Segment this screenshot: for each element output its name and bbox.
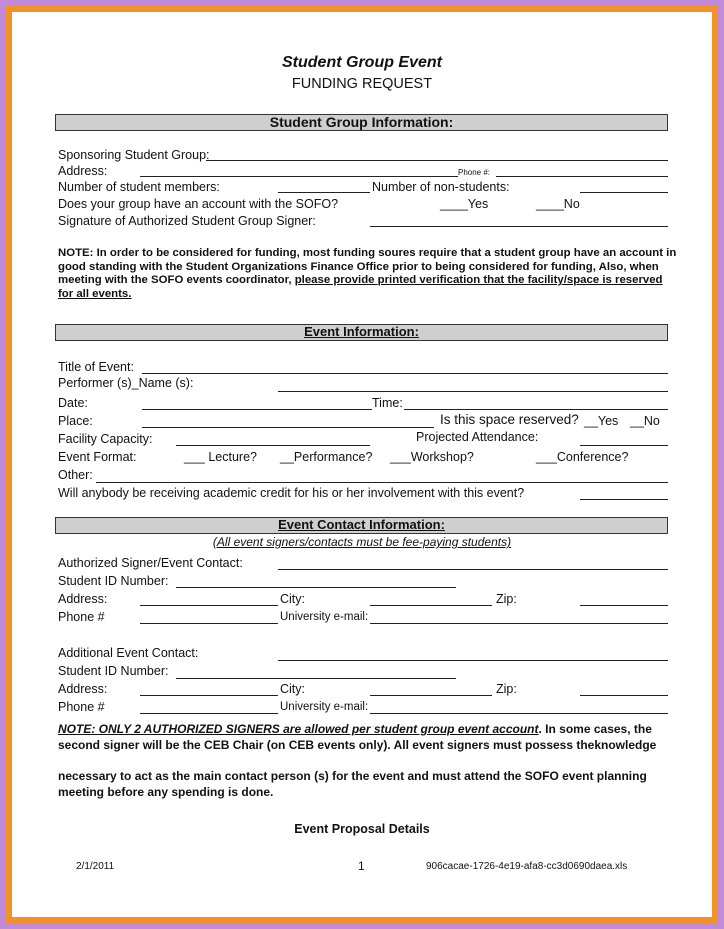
signers-note-rest: . In some cases, the second signer will be the CEB Chair (on CEB events only). All event signers must possess theknowledge [58,722,657,752]
phone2-label: Phone # [58,700,105,714]
time-label: Time: [372,396,403,410]
lecture-option[interactable]: ___ Lecture? [184,450,257,464]
time-field[interactable] [404,409,668,410]
contact-section-heading [55,517,668,534]
members-label: Number of student members: [58,180,220,194]
additional-contact-field[interactable] [278,660,668,661]
date-label: Date: [58,396,88,410]
workshop-option[interactable]: ___Workshop? [390,450,474,464]
contact-section-heading-text: Event Contact Information: [278,517,445,532]
event-title-label: Title of Event: [58,360,134,374]
capacity-field[interactable] [176,445,370,446]
email2-label: University e-mail: [280,701,369,713]
performer-label: Performer (s)_Name (s): [58,376,194,390]
sponsoring-field[interactable] [206,160,668,161]
sofo-no-option[interactable]: ____No [536,197,580,211]
date-field[interactable] [142,409,372,410]
capacity-label: Facility Capacity: [58,432,153,446]
authorized-label: Authorized Signer/Event Contact: [58,556,243,570]
proposal-heading: Event Proposal Details [294,822,430,836]
signers-note-line2: necessary to act as the main contact person (s) for the event and must attend the SOFO event planning meeting before any spending is done. [58,769,647,799]
non-students-label: Number of non-students: [372,180,510,194]
page-subtitle: FUNDING REQUEST [291,76,433,92]
phone-label: Phone #: [458,168,491,177]
student-id-field[interactable] [176,587,456,588]
other-field[interactable] [96,482,668,483]
zip-label: Zip: [496,592,517,606]
signers-note-italic: NOTE: ONLY 2 AUTHORIZED SIGNERS are allowed per student group event account [58,722,539,736]
email-field[interactable] [370,623,668,624]
projected-label: Projected Attendance: [416,430,539,444]
phone-field[interactable] [496,176,668,177]
reserved-question: Is this space reserved? [440,412,579,427]
conference-option[interactable]: ___Conference? [536,450,629,464]
event-section-heading [55,324,668,341]
email-label: University e-mail: [280,611,369,623]
footer-date: 2/1/2011 [76,861,115,872]
credit-field[interactable] [580,499,668,500]
sponsoring-label: Sponsoring Student Group: [58,148,210,162]
other-label: Other: [58,468,93,482]
email2-field[interactable] [370,713,668,714]
address2-label: Address: [58,682,108,696]
group-section-heading: Student Group Information: [55,114,668,131]
contact-phone-field[interactable] [140,623,278,624]
contact-subheading: (All event signers/contacts must be fee-paying students) [212,535,512,549]
address-field[interactable] [140,176,458,177]
student-id-label: Student ID Number: [58,574,169,588]
funding-note [58,247,678,301]
footer-page-number: 1 [358,859,365,873]
place-label: Place: [58,414,93,428]
signers-note [58,722,678,753]
place-field[interactable] [142,427,434,428]
page-title: Student Group Event [282,54,442,71]
document-page [12,12,712,917]
zip2-label: Zip: [496,682,517,696]
city2-label: City: [280,682,305,696]
city-label: City: [280,592,305,606]
non-students-field[interactable] [580,192,668,193]
performer-field[interactable] [278,391,668,392]
members-field[interactable] [278,192,370,193]
zip2-field[interactable] [580,695,668,696]
reserved-yes-option[interactable]: __Yes [584,414,619,428]
phone2-field[interactable] [140,713,278,714]
signature-label: Signature of Authorized Student Group Signer: [58,214,316,228]
sofo-account-question: Does your group have an account with the SOFO? [58,197,339,211]
signature-field[interactable] [370,226,668,227]
address-label: Address: [58,164,108,178]
contact-address-label: Address: [58,592,108,606]
student-id2-field[interactable] [176,678,456,679]
format-label: Event Format: [58,450,137,464]
reserved-no-option[interactable]: __No [630,414,660,428]
funding-note-text: NOTE: In order to be considered for funding, most funding soures require that a student group have an account in good standing with the Student Organizations Finance Office prior to being considered for funding, Also, when meeting with the SOFO events coordinator, [58,247,677,287]
projected-field[interactable] [580,445,668,446]
performance-option[interactable]: __Performance? [280,450,373,464]
zip-field[interactable] [580,605,668,606]
sofo-yes-option[interactable]: ____Yes [440,197,489,211]
additional-contact-label: Additional Event Contact: [58,646,199,660]
city2-field[interactable] [370,695,492,696]
event-title-field[interactable] [142,373,668,374]
address2-field[interactable] [140,695,278,696]
contact-address-field[interactable] [140,605,278,606]
credit-question: Will anybody be receiving academic credit for his or her involvement with this event? [58,486,525,500]
city-field[interactable] [370,605,492,606]
student-id2-label: Student ID Number: [58,664,169,678]
authorized-field[interactable] [278,569,668,570]
funding-note-underlined: please provide printed verification that the facility/space is reserved for all events. [58,274,663,300]
contact-phone-label: Phone # [58,610,105,624]
footer-filename: 906cacae-1726-4e19-afa8-cc3d0690daea.xls [426,861,628,872]
event-section-heading-text: Event Information: [304,324,419,339]
